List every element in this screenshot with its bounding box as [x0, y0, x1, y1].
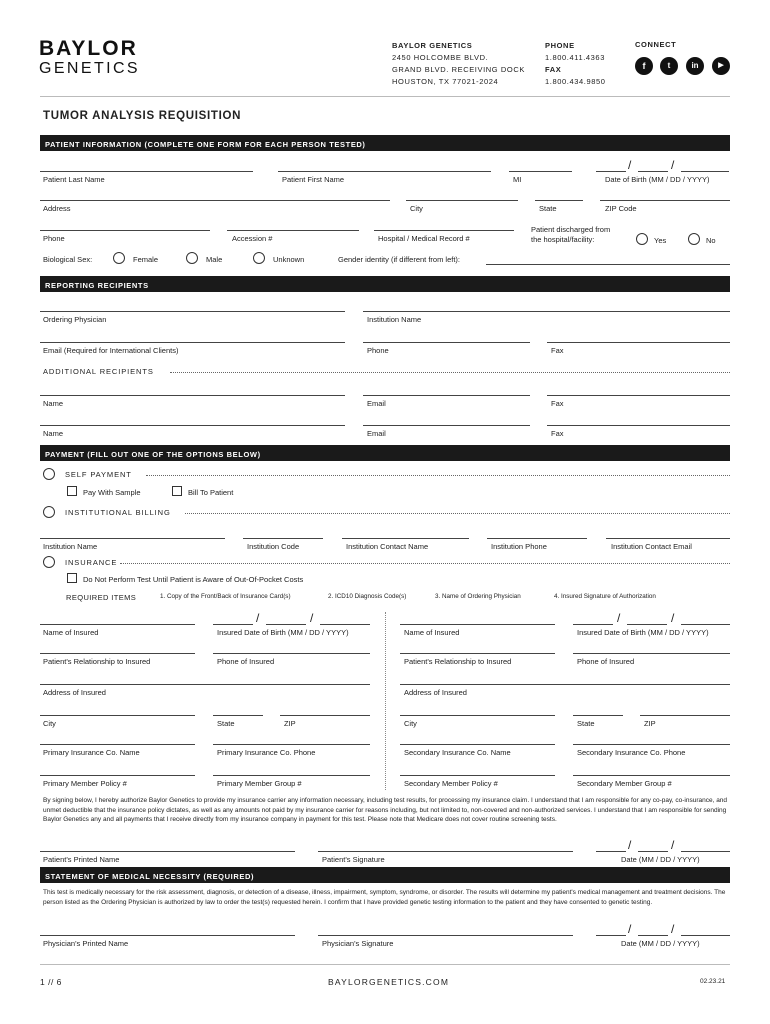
- physician-date-slash: /: [671, 922, 675, 936]
- secondary-policy-field[interactable]: [400, 775, 555, 776]
- discharged-label-1: Patient discharged from: [531, 225, 611, 234]
- institutional-billing-label: INSTITUTIONAL BILLING: [65, 508, 171, 517]
- phone-fax-block: [545, 40, 606, 88]
- patient-signature-field[interactable]: [318, 851, 573, 852]
- secondary-co-name-label: Secondary Insurance Co. Name: [404, 748, 511, 757]
- secondary-co-name-field[interactable]: [400, 744, 555, 745]
- self-payment-dots: [146, 475, 730, 476]
- institution-contact-email-label: Institution Contact Email: [611, 542, 692, 551]
- address-line-2: GRAND BLVD. RECEIVING DOCK: [392, 65, 525, 74]
- website[interactable]: BAYLORGENETICS.COM: [328, 977, 450, 987]
- patient-date-day[interactable]: [638, 851, 668, 852]
- secondary-relationship-field[interactable]: [400, 653, 555, 654]
- female-radio[interactable]: [113, 252, 125, 264]
- primary-relationship-label: Patient's Relationship to Insured: [43, 657, 151, 666]
- discharged-no-radio[interactable]: [688, 233, 700, 245]
- primary-address-of-insured-field[interactable]: [40, 684, 370, 685]
- male-label: Male: [206, 255, 223, 264]
- last-name-label: Patient Last Name: [43, 175, 105, 184]
- necessity-bar: STATEMENT OF MEDICAL NECESSITY (REQUIRED): [40, 867, 730, 883]
- self-payment-radio[interactable]: [43, 468, 55, 480]
- secondary-group-label: Secondary Member Group #: [577, 779, 672, 788]
- primary-address-of-insured-label: Address of Insured: [43, 688, 106, 697]
- primary-policy-label: Primary Member Policy #: [43, 779, 127, 788]
- gender-identity-field[interactable]: [486, 264, 730, 265]
- patient-date-slash: /: [628, 838, 632, 852]
- header-divider: [40, 96, 730, 97]
- primary-insured-dob-slash: /: [256, 611, 260, 625]
- twitter-icon[interactable]: t: [660, 57, 678, 75]
- institution-contact-email-field[interactable]: [606, 538, 730, 539]
- patient-printed-name-label: Patient's Printed Name: [43, 855, 120, 864]
- add1-email-label: Email: [367, 399, 386, 408]
- zip-label: ZIP Code: [605, 204, 637, 213]
- female-label: Female: [133, 255, 159, 264]
- primary-insured-dob-day[interactable]: [266, 624, 306, 625]
- reporting-phone-label: Phone: [367, 346, 389, 355]
- footer-divider: [40, 964, 730, 965]
- first-name-label: Patient First Name: [282, 175, 345, 184]
- secondary-address-of-insured-label: Address of Insured: [404, 688, 467, 697]
- reporting-fax-label: Fax: [551, 346, 564, 355]
- discharged-yes-label: Yes: [654, 236, 667, 245]
- primary-state-label: State: [217, 719, 235, 728]
- institution-contact-name-field[interactable]: [342, 538, 469, 539]
- institution-contact-name-label: Institution Contact Name: [346, 542, 429, 551]
- primary-group-field[interactable]: [213, 775, 370, 776]
- secondary-policy-label: Secondary Member Policy #: [404, 779, 498, 788]
- physician-signature-field[interactable]: [318, 935, 573, 936]
- patient-printed-name-field[interactable]: [40, 851, 295, 852]
- add1-fax-label: Fax: [551, 399, 564, 408]
- city-label: City: [410, 204, 423, 213]
- hospital-record-label: Hospital / Medical Record #: [378, 234, 470, 243]
- address-title: BAYLOR GENETICS: [392, 41, 473, 50]
- add1-fax-field[interactable]: [547, 395, 730, 396]
- physician-date-month[interactable]: [596, 935, 626, 936]
- primary-insured-dob-slash: /: [310, 611, 314, 625]
- address-label: Address: [43, 204, 71, 213]
- secondary-insured-dob-slash: /: [671, 611, 675, 625]
- state-field[interactable]: [535, 200, 583, 201]
- fax-label: FAX: [545, 65, 562, 74]
- physician-printed-name-label: Physician's Printed Name: [43, 939, 129, 948]
- institutional-billing-dots: [185, 513, 730, 514]
- dob-day-field[interactable]: [638, 171, 668, 172]
- dob-slash: /: [671, 158, 675, 172]
- add2-fax-field[interactable]: [547, 425, 730, 426]
- primary-insured-dob-year[interactable]: [320, 624, 370, 625]
- primary-city-field[interactable]: [40, 715, 195, 716]
- address-line-1: 2450 HOLCOMBE BLVD.: [392, 53, 489, 62]
- secondary-zip-label: ZIP: [644, 719, 656, 728]
- ordering-physician-label: Ordering Physician: [43, 315, 107, 324]
- primary-co-phone-field[interactable]: [213, 744, 370, 745]
- city-field[interactable]: [406, 200, 518, 201]
- secondary-co-phone-field[interactable]: [573, 744, 730, 745]
- physician-date-slash: /: [628, 922, 632, 936]
- phone-label: PHONE: [545, 41, 575, 50]
- additional-dots: [170, 372, 730, 373]
- connect-label: CONNECT: [635, 40, 677, 49]
- physician-date-year[interactable]: [681, 935, 730, 936]
- pay-institution-name-field[interactable]: [40, 538, 225, 539]
- first-name-field[interactable]: [278, 171, 491, 172]
- patient-date-slash: /: [671, 838, 675, 852]
- secondary-city-field[interactable]: [400, 715, 555, 716]
- primary-phone-of-insured-field[interactable]: [213, 653, 370, 654]
- dob-slash: /: [628, 158, 632, 172]
- add1-name-label: Name: [43, 399, 64, 408]
- primary-co-name-label: Primary Insurance Co. Name: [43, 748, 140, 757]
- reporting-fax-field[interactable]: [547, 342, 730, 343]
- secondary-insured-dob-slash: /: [617, 611, 621, 625]
- patient-signature-label: Patient's Signature: [322, 855, 385, 864]
- primary-co-phone-label: Primary Insurance Co. Phone: [217, 748, 316, 757]
- primary-policy-field[interactable]: [40, 775, 195, 776]
- primary-insured-dob-label: Insured Date of Birth (MM / DD / YYYY): [217, 628, 349, 637]
- insurance-label: INSURANCE: [65, 558, 118, 567]
- do-not-perform-label: Do Not Perform Test Until Patient is Aware of Out-Of-Pocket Costs: [83, 575, 304, 584]
- dob-label: Date of Birth (MM / DD / YYYY): [605, 175, 710, 184]
- secondary-insured-dob-day[interactable]: [627, 624, 667, 625]
- linkedin-icon[interactable]: in: [686, 57, 704, 75]
- accession-field[interactable]: [227, 230, 359, 231]
- secondary-insured-dob-year[interactable]: [681, 624, 730, 625]
- youtube-icon[interactable]: ▶: [712, 57, 730, 75]
- dob-month-field[interactable]: [596, 171, 626, 172]
- bill-to-patient-checkbox[interactable]: [172, 486, 182, 496]
- institutional-billing-radio[interactable]: [43, 506, 55, 518]
- patient-date-label: Date (MM / DD / YYYY): [621, 855, 700, 864]
- primary-group-label: Primary Member Group #: [217, 779, 302, 788]
- authorization-text: By signing below, I hereby authorize Baylor Genetics to provide my insurance carrier any information necessary, including test results, for processing my insurance claim. I understand that I am responsible for any co-pay, co-insurance, and unmet deductible that the insurance policy dictates, as well as any amounts not paid by my insurance carrier for reasons including, but not limited to, non-covered and non-authorized services. I understand that I am responsible for sending Baylor Genetics any and all payments that I receive directly from my insurance company in payment for this test. Please note that Medicare does not cover routine screening tests.: [43, 797, 728, 823]
- institution-code-label: Institution Code: [247, 542, 300, 551]
- reporting-phone-field[interactable]: [363, 342, 530, 343]
- state-label: State: [539, 204, 557, 213]
- version-date: 02.23.21: [700, 978, 726, 985]
- institution-name-label: Institution Name: [367, 315, 422, 324]
- secondary-address-of-insured-field[interactable]: [400, 684, 730, 685]
- logo-top: BAYLOR: [39, 37, 138, 60]
- secondary-name-of-insured-label: Name of Insured: [404, 628, 460, 637]
- secondary-phone-of-insured-label: Phone of Insured: [577, 657, 635, 666]
- institution-code-field[interactable]: [243, 538, 323, 539]
- insurance-dots: [120, 563, 730, 564]
- institution-name-field[interactable]: [363, 311, 730, 312]
- mi-label: MI: [513, 175, 522, 184]
- fax-value: 1.800.434.9850: [545, 77, 606, 86]
- address-block: [392, 40, 525, 88]
- required-item-2: 2. ICD10 Diagnosis Code(s): [328, 593, 407, 600]
- email-intl-field[interactable]: [40, 342, 345, 343]
- add1-email-field[interactable]: [363, 395, 530, 396]
- patient-info-bar: PATIENT INFORMATION (COMPLETE ONE FORM FOR EACH PERSON TESTED): [40, 135, 730, 151]
- physician-printed-name-field[interactable]: [40, 935, 295, 936]
- institution-phone-label: Institution Phone: [491, 542, 547, 551]
- bill-to-patient-label: Bill To Patient: [188, 488, 234, 497]
- primary-relationship-field[interactable]: [40, 653, 195, 654]
- secondary-insured-dob-label: Insured Date of Birth (MM / DD / YYYY): [577, 628, 709, 637]
- discharged-no-label: No: [706, 236, 716, 245]
- reporting-bar: REPORTING RECIPIENTS: [40, 276, 730, 292]
- form-title: TUMOR ANALYSIS REQUISITION: [43, 110, 242, 122]
- logo-bottom: GENETICS: [39, 60, 140, 77]
- required-item-4: 4. Insured Signature of Authorization: [554, 593, 656, 600]
- secondary-group-field[interactable]: [573, 775, 730, 776]
- secondary-co-phone-label: Secondary Insurance Co. Phone: [577, 748, 686, 757]
- patient-date-year[interactable]: [681, 851, 730, 852]
- required-items-label: REQUIRED ITEMS: [66, 593, 137, 602]
- primary-zip-field[interactable]: [280, 715, 370, 716]
- patient-date-month[interactable]: [596, 851, 626, 852]
- secondary-relationship-label: Patient's Relationship to Insured: [404, 657, 512, 666]
- insurance-column-divider: [385, 612, 386, 790]
- physician-signature-label: Physician's Signature: [322, 939, 394, 948]
- dob-year-field[interactable]: [681, 171, 729, 172]
- gender-identity-label: Gender identity (if different from left):: [338, 255, 460, 264]
- hospital-record-field[interactable]: [374, 230, 514, 231]
- insurance-radio[interactable]: [43, 556, 55, 568]
- add2-email-field[interactable]: [363, 425, 530, 426]
- secondary-city-label: City: [404, 719, 417, 728]
- unknown-label: Unknown: [273, 255, 305, 264]
- primary-insured-dob-month[interactable]: [213, 624, 253, 625]
- primary-zip-label: ZIP: [284, 719, 296, 728]
- required-item-1: 1. Copy of the Front/Back of Insurance Card(s): [160, 593, 291, 600]
- primary-name-of-insured-field[interactable]: [40, 624, 195, 625]
- page-number: 1 // 6: [40, 977, 62, 987]
- add2-email-label: Email: [367, 429, 386, 438]
- primary-name-of-insured-label: Name of Insured: [43, 628, 99, 637]
- add1-name-field[interactable]: [40, 395, 345, 396]
- male-radio[interactable]: [186, 252, 198, 264]
- bio-sex-label: Biological Sex:: [43, 255, 93, 264]
- last-name-field[interactable]: [40, 171, 253, 172]
- secondary-zip-field[interactable]: [640, 715, 730, 716]
- address-field[interactable]: [40, 200, 390, 201]
- required-item-3: 3. Name of Ordering Physician: [435, 593, 521, 600]
- add2-name-field[interactable]: [40, 425, 345, 426]
- pay-with-sample-checkbox[interactable]: [67, 486, 77, 496]
- primary-phone-of-insured-label: Phone of Insured: [217, 657, 275, 666]
- address-line-3: HOUSTON, TX 77021-2024: [392, 77, 499, 86]
- phone-label-field: Phone: [43, 234, 65, 243]
- unknown-radio[interactable]: [253, 252, 265, 264]
- accession-label: Accession #: [232, 234, 273, 243]
- ordering-physician-field[interactable]: [40, 311, 345, 312]
- mi-field[interactable]: [509, 171, 572, 172]
- phone-field[interactable]: [40, 230, 210, 231]
- secondary-name-of-insured-field[interactable]: [400, 624, 555, 625]
- additional-recipients-heading: ADDITIONAL RECIPIENTS: [43, 367, 154, 376]
- secondary-state-label: State: [577, 719, 595, 728]
- secondary-insured-dob-month[interactable]: [573, 624, 613, 625]
- discharged-yes-radio[interactable]: [636, 233, 648, 245]
- email-intl-label: Email (Required for International Clients): [43, 346, 179, 355]
- physician-date-day[interactable]: [638, 935, 668, 936]
- primary-city-label: City: [43, 719, 56, 728]
- facebook-icon[interactable]: f: [635, 57, 653, 75]
- secondary-phone-of-insured-field[interactable]: [573, 653, 730, 654]
- payment-bar: PAYMENT (FILL OUT ONE OF THE OPTIONS BELOW): [40, 445, 730, 461]
- secondary-state-field[interactable]: [573, 715, 623, 716]
- pay-with-sample-label: Pay With Sample: [83, 488, 141, 497]
- zip-field[interactable]: [600, 200, 730, 201]
- institution-phone-field[interactable]: [487, 538, 587, 539]
- primary-co-name-field[interactable]: [40, 744, 195, 745]
- do-not-perform-checkbox[interactable]: [67, 573, 77, 583]
- add2-name-label: Name: [43, 429, 64, 438]
- primary-state-field[interactable]: [213, 715, 263, 716]
- necessity-text: This test is medically necessary for the risk assessment, diagnosis, or detection of a disease, illness, impairment, symptom, syndrome, or disorder. The results will determine my patient's medical management and treatment decisions. The person listed as the Ordering Physician is authorized by law to order the test(s) requested herein. I confirm that I have provided genetic testing information to the patient and they have consented to genetic testing.: [43, 889, 726, 906]
- phone-value: 1.800.411.4363: [545, 53, 605, 62]
- self-payment-label: SELF PAYMENT: [65, 470, 132, 479]
- pay-institution-name-label: Institution Name: [43, 542, 98, 551]
- add2-fax-label: Fax: [551, 429, 564, 438]
- discharged-label-2: the hospital/facility:: [531, 235, 595, 244]
- physician-date-label: Date (MM / DD / YYYY): [621, 939, 700, 948]
